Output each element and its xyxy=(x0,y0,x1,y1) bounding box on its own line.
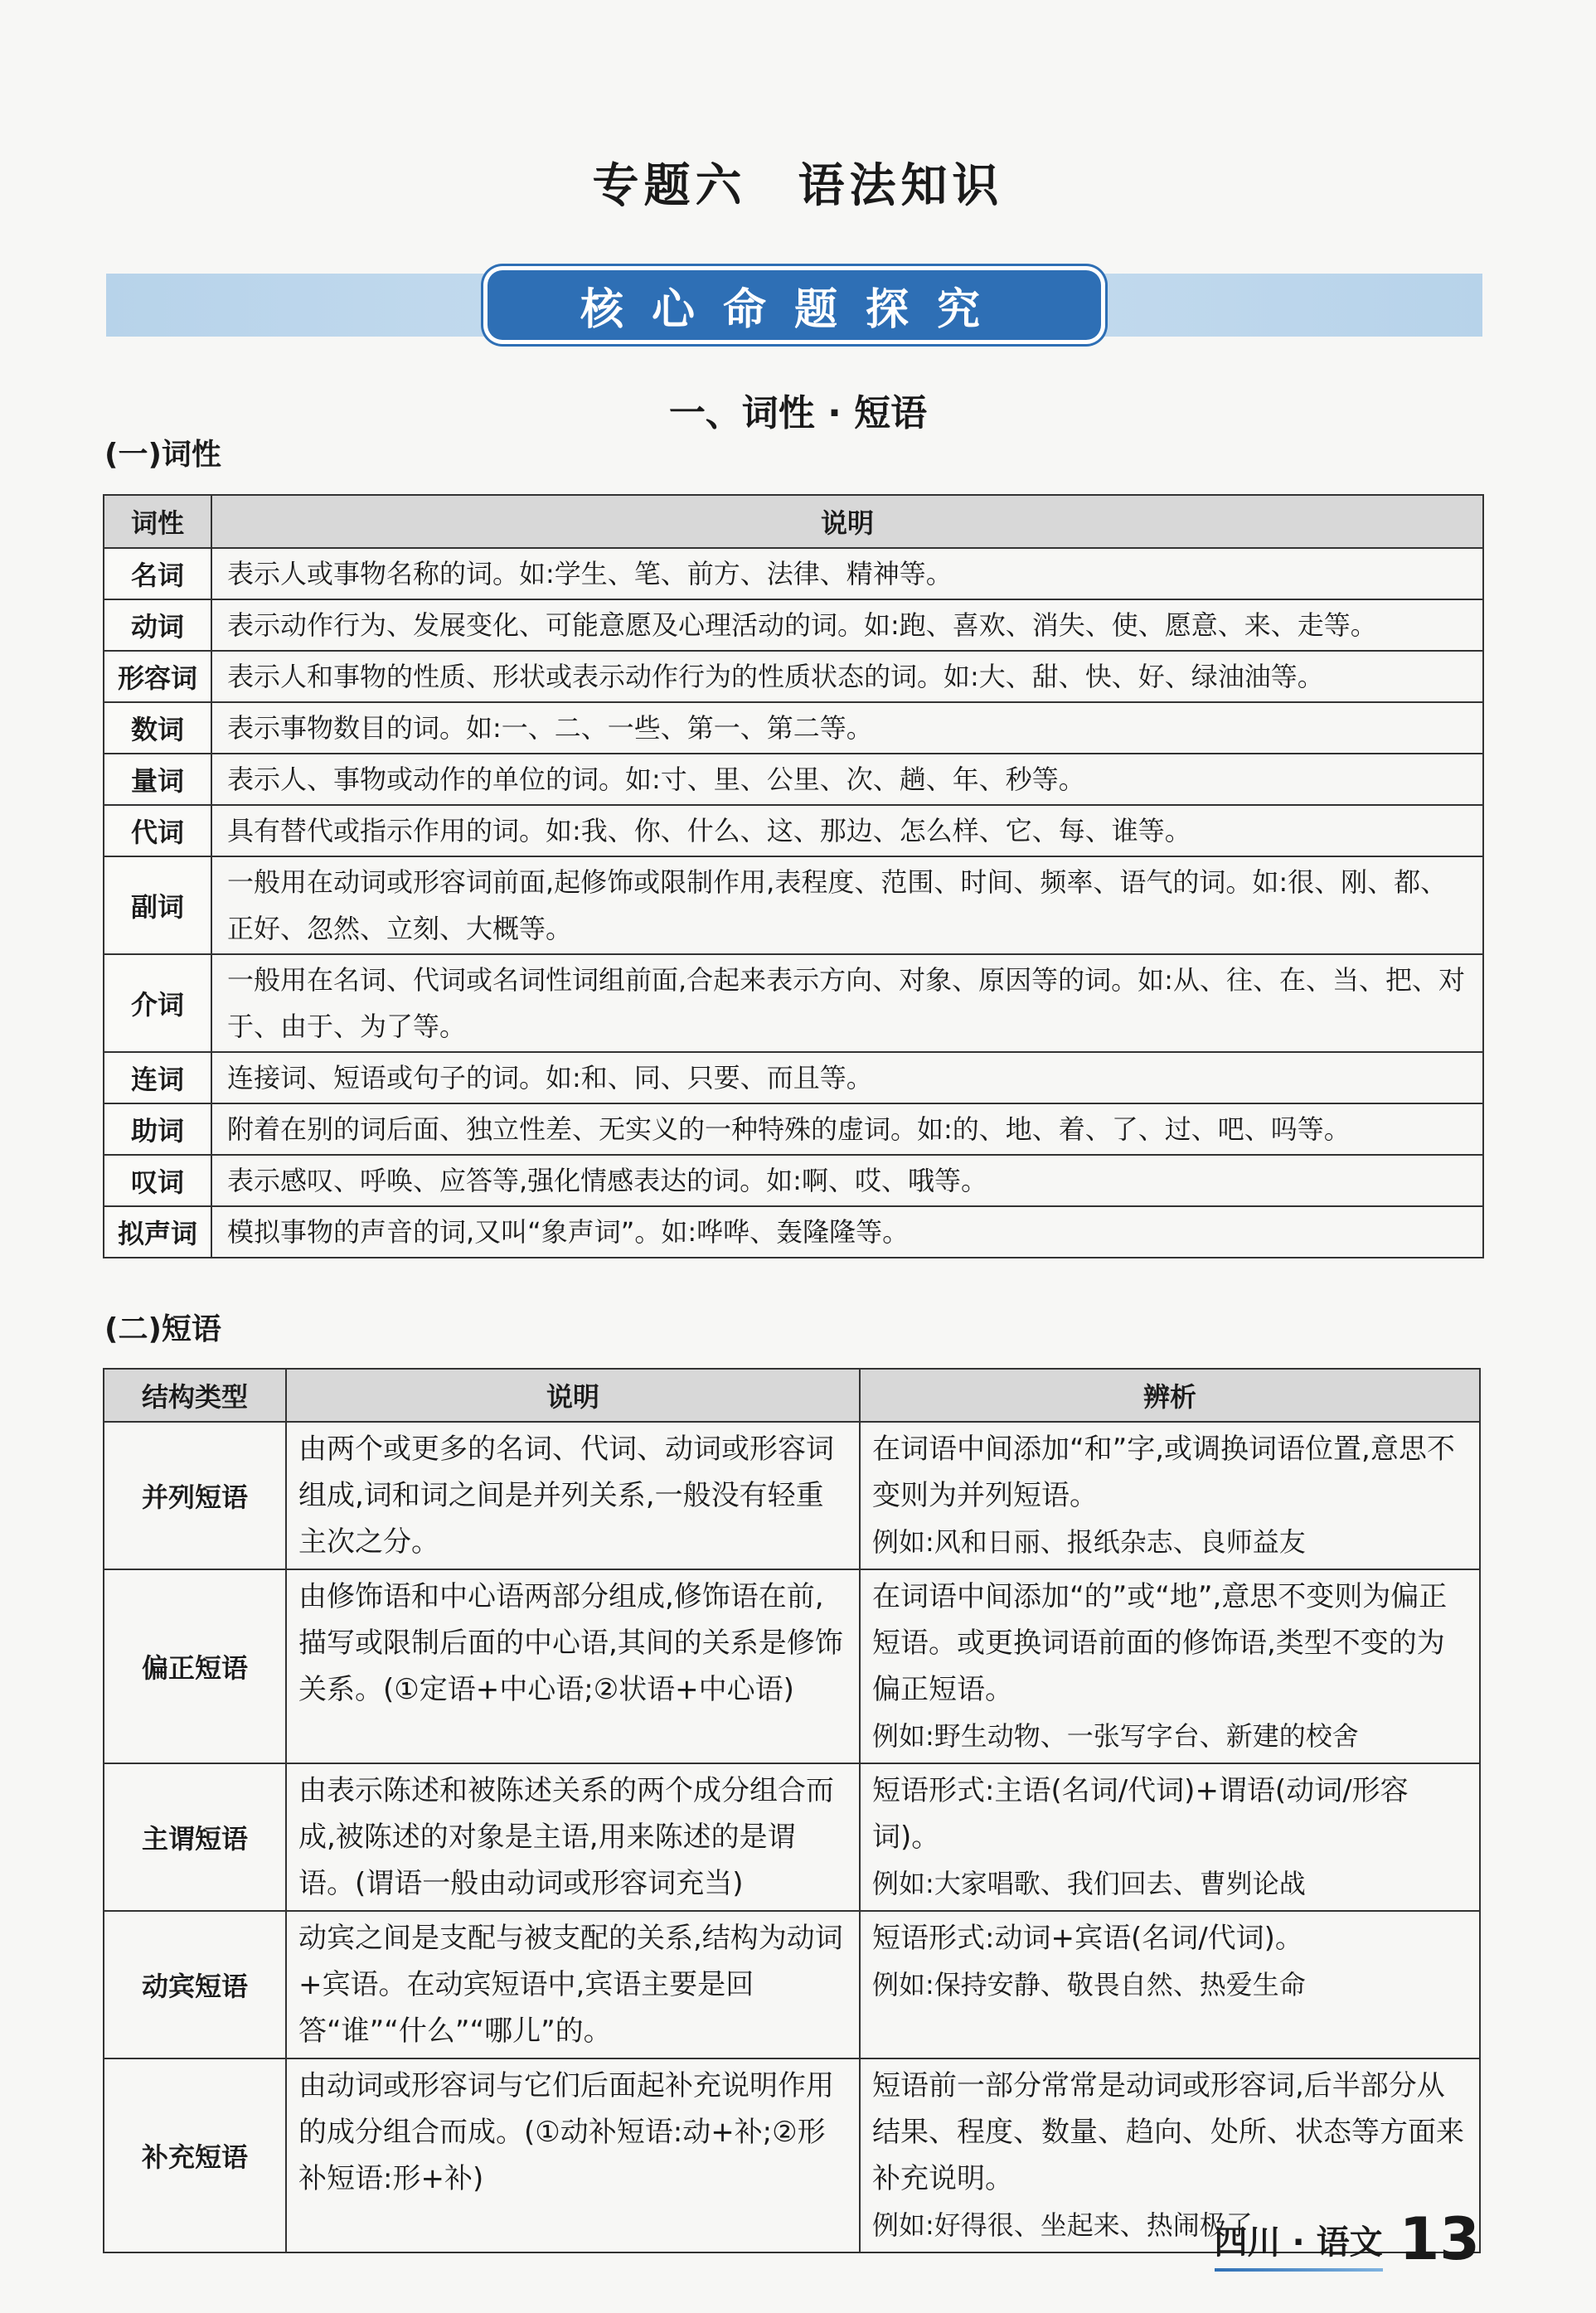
table-row xyxy=(104,1052,1483,1103)
example-text: 例如:好得很、坐起来、热闹极了 xyxy=(872,2209,1253,2241)
description-cell: 一般用在名词、代词或名词性词组前面,合起来表示方向、对象、原因等的词。如:从、往、在、当、把、对于、由于、为了等。 xyxy=(211,954,1483,1052)
table-row xyxy=(104,954,1483,1052)
term-cell: 量词 xyxy=(104,754,211,805)
description-cell: 连接词、短语或句子的词。如:和、同、只要、而且等。 xyxy=(211,1052,1483,1103)
description-cell: 动宾之间是支配与被支配的关系,结构为动词+宾语。在动宾短语中,宾语主要是回答“谁”“什么”“哪儿”的。 xyxy=(286,1911,860,2058)
description-cell: 表示感叹、呼唤、应答等,强化情感表达的词。如:啊、哎、哦等。 xyxy=(211,1155,1483,1206)
table-row xyxy=(104,548,1483,599)
analysis-text: 在词语中间添加“和”字,或调换词语位置,意思不变则为并列短语。 xyxy=(872,1433,1455,1512)
description-cell: 由表示陈述和被陈述关系的两个成分组合而成,被陈述的对象是主语,用来陈述的是谓语。(谓语一般由动词或形容词充当) xyxy=(286,1763,860,1911)
footer-label: 四川 · 语文 xyxy=(1215,2216,1383,2263)
description-cell: 由两个或更多的名词、代词、动词或形容词组成,词和词之间是并列关系,一般没有轻重主次之分。 xyxy=(286,1422,860,1569)
term-cell: 名词 xyxy=(104,548,211,599)
table-row xyxy=(104,651,1483,702)
description-cell: 附着在别的词后面、独立性差、无实义的一种特殊的虚词。如:的、地、着、了、过、吧、吗等。 xyxy=(211,1103,1483,1155)
phrase-types-table xyxy=(103,1368,1481,2253)
term-cell: 助词 xyxy=(104,1103,211,1155)
section-banner xyxy=(106,274,1482,337)
table-row xyxy=(104,1422,1480,1569)
term-cell: 介词 xyxy=(104,954,211,1052)
term-cell: 形容词 xyxy=(104,651,211,702)
analysis-text: 在词语中间添加“的”或“地”,意思不变则为偏正短语。或更换词语前面的修饰语,类型不变的为偏正短语。 xyxy=(872,1580,1448,1706)
term-cell: 偏正短语 xyxy=(104,1569,286,1763)
analysis-text: 短语形式:主语(名词/代词)+谓语(动词/形容词)。 xyxy=(872,1774,1409,1854)
term-cell: 代词 xyxy=(104,805,211,856)
description-cell: 具有替代或指示作用的词。如:我、你、什么、这、那边、怎么样、它、每、谁等。 xyxy=(211,805,1483,856)
analysis-text: 短语前一部分常常是动词或形容词,后半部分从结果、程度、数量、趋向、处所、状态等方面来补充说明。 xyxy=(872,2069,1464,2195)
pos-heading: (一)词性 xyxy=(104,438,221,472)
term-cell: 叹词 xyxy=(104,1155,211,1206)
term-cell: 数词 xyxy=(104,702,211,754)
analysis-cell xyxy=(860,1569,1480,1763)
table-row xyxy=(104,805,1483,856)
description-cell: 模拟事物的声音的词,又叫“象声词”。如:哗哗、轰隆隆等。 xyxy=(211,1206,1483,1258)
description-cell: 表示人和事物的性质、形状或表示动作行为的性质状态的词。如:大、甜、快、好、绿油油等。 xyxy=(211,651,1483,702)
table-row xyxy=(104,1206,1483,1258)
term-cell: 副词 xyxy=(104,856,211,954)
table-row xyxy=(104,754,1483,805)
phrase-heading: (二)短语 xyxy=(104,1312,221,1346)
description-cell: 由修饰语和中心语两部分组成,修饰语在前,描写或限制后面的中心语,其间的关系是修饰关系。(①定语+中心语;②状语+中心语) xyxy=(286,1569,860,1763)
table-row xyxy=(104,1763,1480,1911)
description-cell: 一般用在动词或形容词前面,起修饰或限制作用,表程度、范围、时间、频率、语气的词。如:很、刚、都、正好、忽然、立刻、大概等。 xyxy=(211,856,1483,954)
description-cell: 由动词或形容词与它们后面起补充说明作用的成分组合而成。(①动补短语:动+补;②形补短语:形+补) xyxy=(286,2058,860,2252)
column-header: 说明 xyxy=(211,495,1483,548)
column-header: 结构类型 xyxy=(104,1369,286,1422)
section-heading: 一、词性 · 短语 xyxy=(668,392,928,434)
page-title: 专题六 语法知识 xyxy=(592,159,1004,213)
page-number: 13 xyxy=(1399,2205,1480,2273)
analysis-cell xyxy=(860,1911,1480,2058)
page-footer xyxy=(1215,2205,1480,2273)
banner-title: 核心命题探究 xyxy=(488,270,1101,340)
description-cell: 表示人或事物名称的词。如:学生、笔、前方、法律、精神等。 xyxy=(211,548,1483,599)
description-cell: 表示事物数目的词。如:一、二、一些、第一、第二等。 xyxy=(211,702,1483,754)
table-row xyxy=(104,1911,1480,2058)
table-row xyxy=(104,856,1483,954)
example-text: 例如:风和日丽、报纸杂志、良师益友 xyxy=(872,1526,1306,1558)
description-cell: 表示动作行为、发展变化、可能意愿及心理活动的词。如:跑、喜欢、消失、使、愿意、来、走等。 xyxy=(211,599,1483,651)
analysis-text: 短语形式:动词+宾语(名词/代词)。 xyxy=(872,1922,1303,1955)
example-text: 例如:野生动物、一张写字台、新建的校舍 xyxy=(872,1720,1359,1752)
term-cell: 动词 xyxy=(104,599,211,651)
table-row xyxy=(104,702,1483,754)
column-header: 辨析 xyxy=(860,1369,1480,1422)
term-cell: 拟声词 xyxy=(104,1206,211,1258)
table-row xyxy=(104,1155,1483,1206)
table-row xyxy=(104,599,1483,651)
term-cell: 并列短语 xyxy=(104,1422,286,1569)
example-text: 例如:大家唱歌、我们回去、曹刿论战 xyxy=(872,1868,1306,1899)
analysis-cell xyxy=(860,1422,1480,1569)
parts-of-speech-table xyxy=(103,494,1484,1258)
column-header: 说明 xyxy=(286,1369,860,1422)
table-row xyxy=(104,1569,1480,1763)
term-cell: 动宾短语 xyxy=(104,1911,286,2058)
term-cell: 主谓短语 xyxy=(104,1763,286,1911)
example-text: 例如:保持安静、敬畏自然、热爱生命 xyxy=(872,1969,1306,2000)
term-cell: 补充短语 xyxy=(104,2058,286,2252)
column-header: 词性 xyxy=(104,495,211,548)
table-row xyxy=(104,1103,1483,1155)
description-cell: 表示人、事物或动作的单位的词。如:寸、里、公里、次、趟、年、秒等。 xyxy=(211,754,1483,805)
term-cell: 连词 xyxy=(104,1052,211,1103)
analysis-cell xyxy=(860,1763,1480,1911)
